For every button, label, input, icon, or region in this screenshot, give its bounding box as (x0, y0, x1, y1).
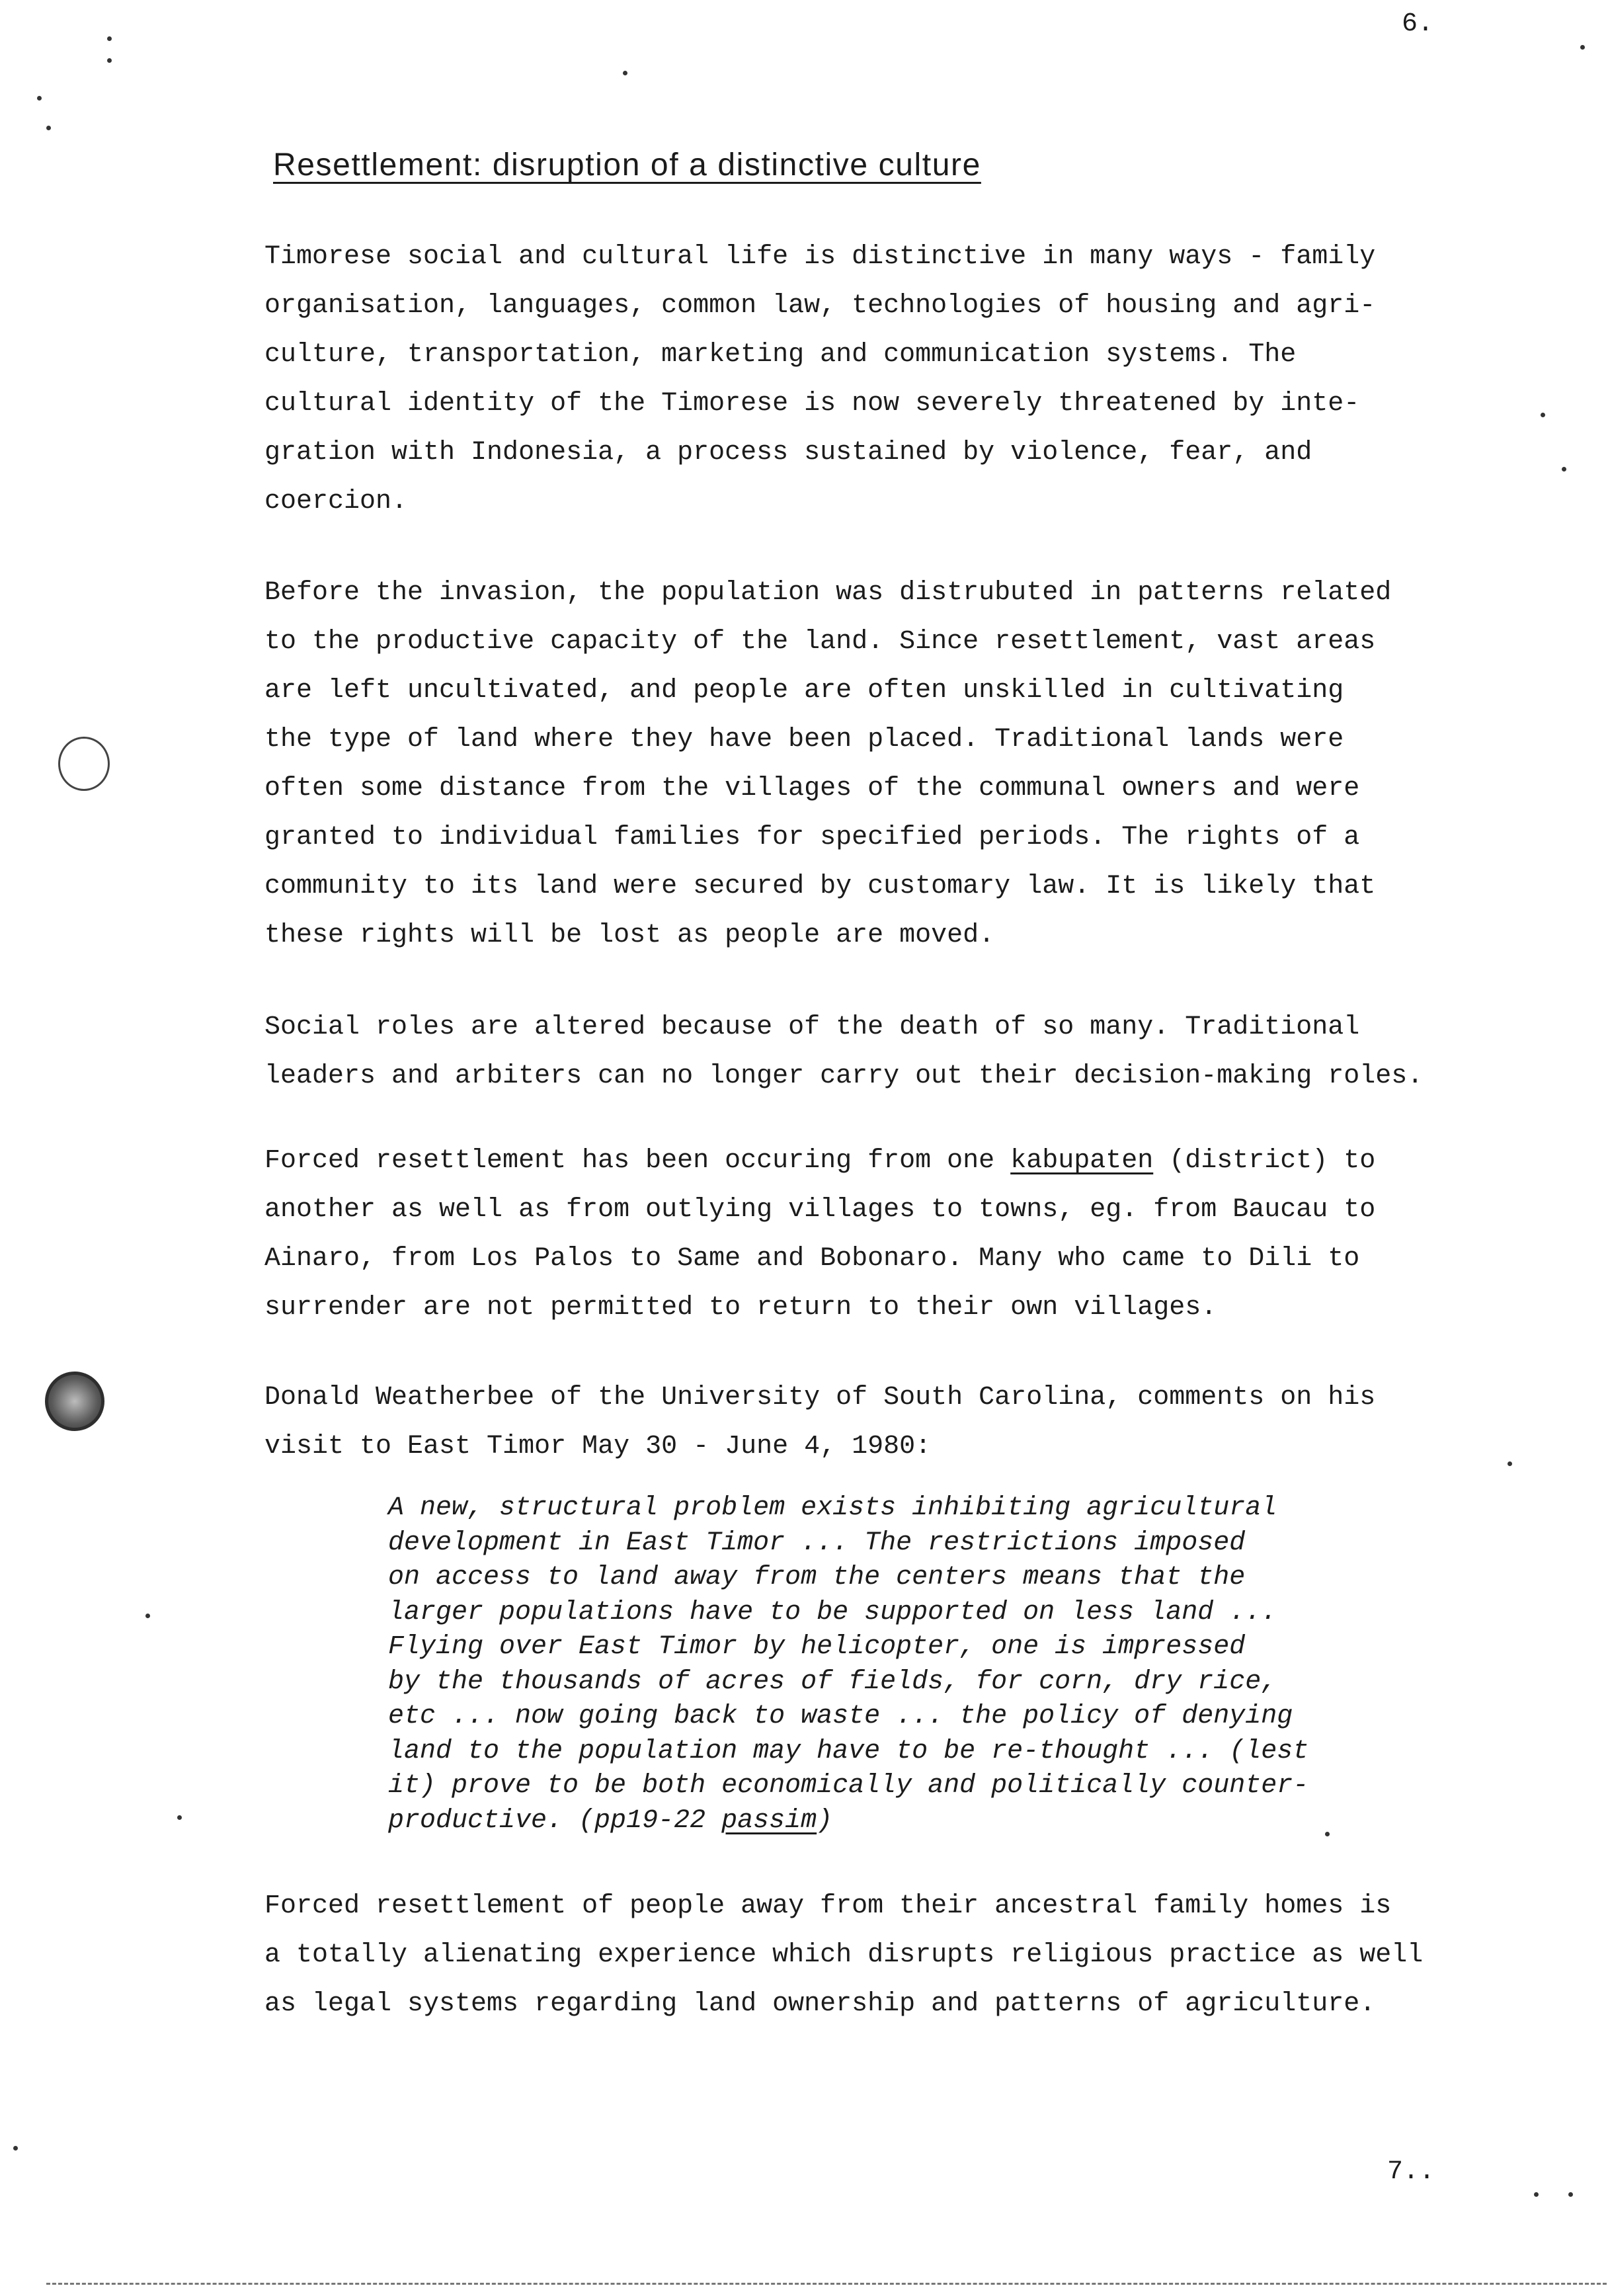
scan-speck (623, 71, 627, 75)
text-line: coercion. (264, 487, 408, 516)
scan-speck (1534, 2192, 1539, 2197)
quote-line: development in East Timor ... The restrictions imposed (388, 1528, 1246, 1558)
quote-line: A new, structural problem exists inhibiting agricultural (388, 1493, 1277, 1523)
scan-speck (107, 36, 112, 41)
scan-speck (1568, 2192, 1573, 2197)
paragraph-weatherbee-intro (264, 1374, 1375, 1471)
scan-speck (13, 2146, 18, 2151)
text-line: Donald Weatherbee of the University of South Carolina, comments on his (264, 1383, 1376, 1413)
binder-hole-icon (45, 1372, 104, 1431)
next-page-marker: 7.. (1387, 2157, 1435, 2187)
text-segment: (district) to (1153, 1146, 1376, 1176)
text-line: are left uncultivated, and people are often unskilled in cultivating (264, 676, 1344, 706)
quote-segment: productive. (pp19-22 (388, 1805, 722, 1836)
scan-speck (145, 1614, 150, 1618)
text-line: Ainaro, from Los Palos to Same and Bobonaro. Many who came to Dili to (264, 1244, 1360, 1274)
kabupaten-term: kabupaten (1010, 1146, 1154, 1176)
text-line: a totally alienating experience which disrupts religious practice as well (264, 1940, 1424, 1970)
text-line: as legal systems regarding land ownership and patterns of agriculture. (264, 1989, 1376, 2019)
text-line: gration with Indonesia, a process sustained by violence, fear, and (264, 438, 1312, 468)
quote-line: by the thousands of acres of fields, for corn, dry rice, (388, 1666, 1277, 1697)
text-line: leaders and arbiters can no longer carry out their decision-making roles. (264, 1061, 1424, 1091)
quote-line: etc ... now going back to waste ... the policy of denying (388, 1702, 1293, 1731)
quote-line: land to the population may have to be re-thought ... (lest (388, 1736, 1309, 1766)
page-number: 6. (1402, 9, 1434, 39)
text-line: granted to individual families for specified periods. The rights of a (264, 823, 1360, 852)
text-line: organisation, languages, common law, technologies of housing and agri- (264, 291, 1376, 321)
text-line: Social roles are altered because of the death of so many. Traditional (264, 1012, 1360, 1042)
scan-speck (1508, 1461, 1512, 1466)
weatherbee-quote (388, 1491, 1308, 1838)
text-line: cultural identity of the Timorese is now severely threatened by inte- (264, 389, 1360, 419)
text-line: these rights will be lost as people are moved. (264, 921, 995, 950)
text-line: to the productive capacity of the land. Since resettlement, vast areas (264, 627, 1376, 657)
quote-line (388, 1804, 1308, 1839)
paragraph-cultural-identity (264, 233, 1375, 526)
scan-speck (1541, 413, 1545, 417)
scan-speck (37, 96, 42, 101)
text-line: Before the invasion, the population was distrubuted in patterns related (264, 578, 1392, 608)
quote-line: on access to land away from the centers means that the (388, 1563, 1246, 1592)
paragraph-social-roles (264, 1003, 1423, 1101)
quote-segment: ) (817, 1805, 833, 1836)
text-line: surrender are not permitted to return to their own villages. (264, 1293, 1217, 1323)
text-line: Forced resettlement of people away from their ancestral family homes is (264, 1891, 1392, 1921)
scan-speck (46, 126, 51, 130)
scan-speck (1325, 1832, 1330, 1836)
paragraph-forced-resettlement-districts (264, 1137, 1375, 1332)
binder-hole-icon (58, 737, 110, 791)
text-line: visit to East Timor May 30 - June 4, 1980: (264, 1432, 932, 1461)
scan-speck (1562, 467, 1566, 472)
quote-line: larger populations have to be supported on less land ... (388, 1597, 1277, 1627)
text-line: the type of land where they have been placed. Traditional lands were (264, 725, 1344, 755)
section-title: Resettlement: disruption of a distinctive culture (273, 147, 981, 183)
text-segment: Forced resettlement has been occuring from one (264, 1146, 1011, 1176)
quote-line: it) prove to be both economically and politically counter- (388, 1771, 1309, 1801)
paragraph-alienating-experience (264, 1882, 1423, 2029)
passim-term: passim (721, 1805, 817, 1836)
scan-bottom-edge (46, 2283, 1607, 2285)
scan-speck (1580, 45, 1585, 50)
text-line: culture, transportation, marketing and communication systems. The (264, 340, 1297, 370)
scan-speck (107, 58, 112, 63)
text-line (264, 1137, 1375, 1186)
text-line: Timorese social and cultural life is distinctive in many ways - family (264, 242, 1376, 272)
scan-speck (177, 1815, 182, 1820)
text-line: often some distance from the villages of the communal owners and were (264, 774, 1360, 803)
paragraph-population-distribution (264, 569, 1391, 960)
text-line: another as well as from outlying villages to towns, eg. from Baucau to (264, 1195, 1376, 1225)
text-line: community to its land were secured by customary law. It is likely that (264, 872, 1376, 901)
quote-line: Flying over East Timor by helicopter, one is impressed (388, 1632, 1246, 1662)
